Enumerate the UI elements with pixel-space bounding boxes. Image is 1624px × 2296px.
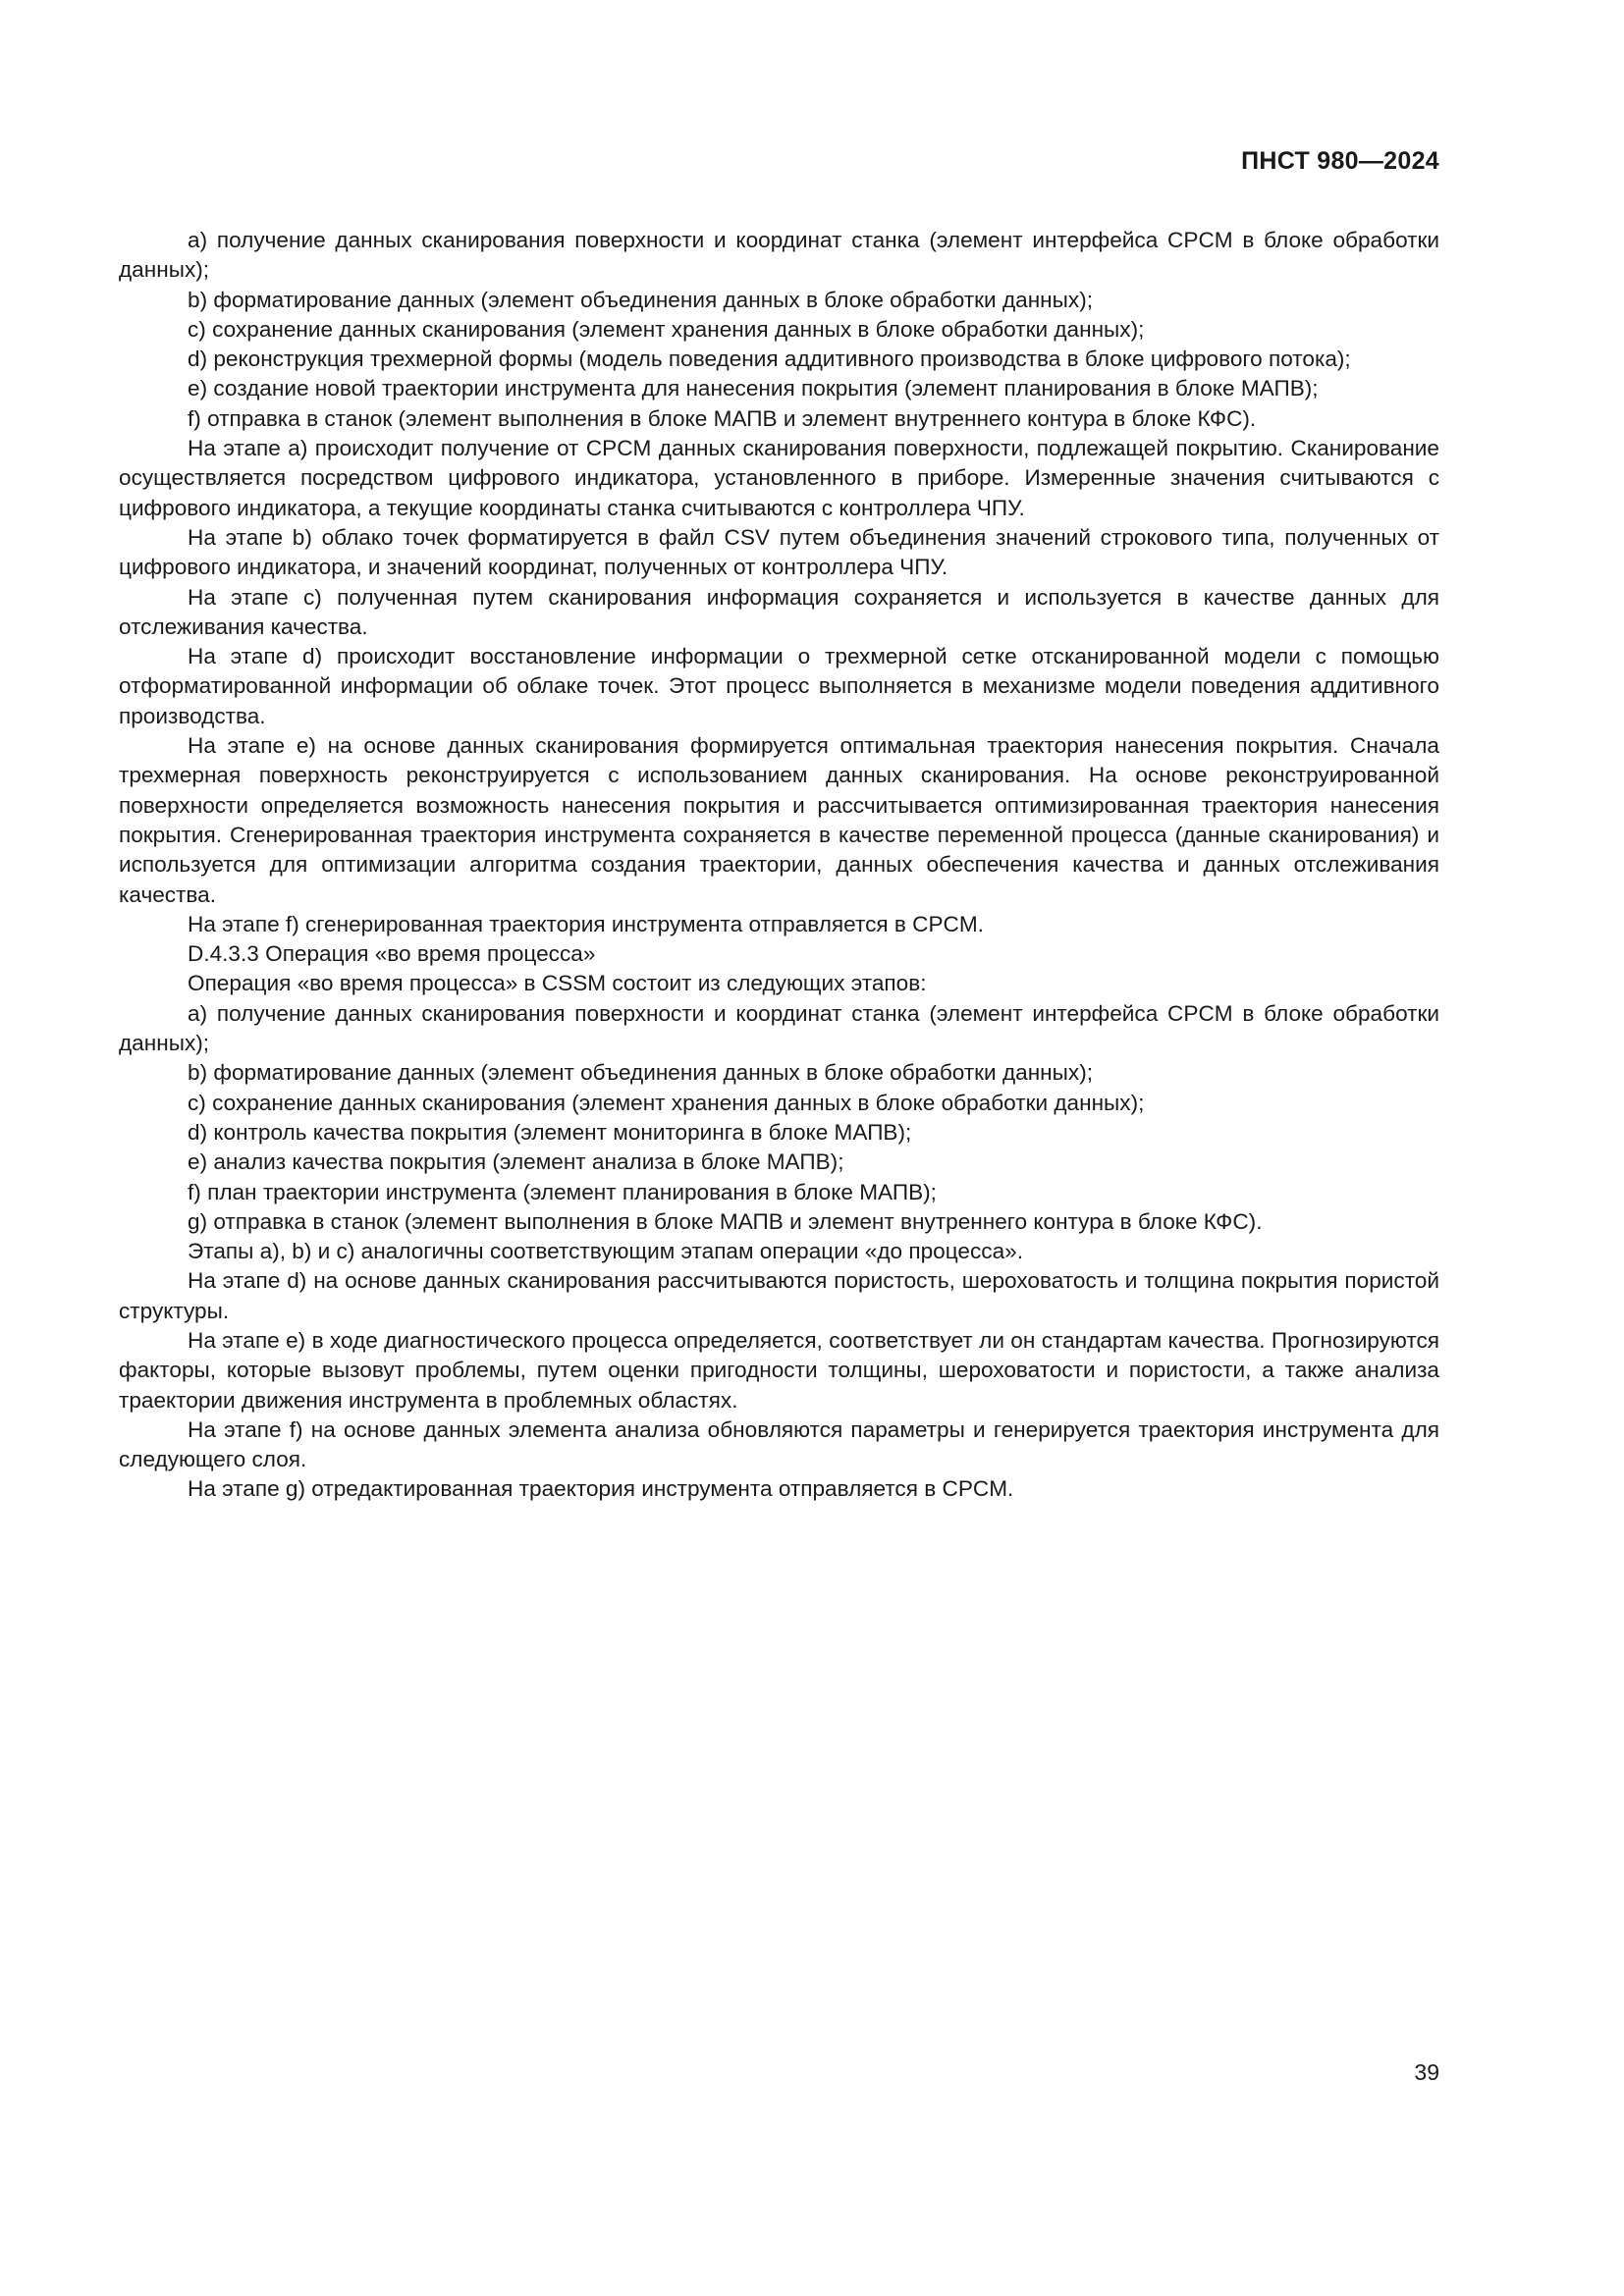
paragraph: f) отправка в станок (элемент выполнения в блоке МАПВ и элемент внутреннего контура в блоке КФС). [188, 405, 1257, 431]
paragraph: d) реконструкция трехмерной формы (модель поведения аддитивного производства в блоке цифрового потока); [188, 347, 1351, 372]
paragraph: e) создание новой траектории инструмента для нанесения покрытия (элемент планирования в блоке МАПВ); [188, 376, 1319, 401]
paragraph: На этапе e) на основе данных сканирования формируется оптимальная траектория нанесения покрытия. Сначала трехмерная поверхность реконструируется с использованием данных сканирования. На основе реконструированной поверхности определяется возможность нанесения покрытия и рассчитывается оптимизированная траектория нанесения покрытия. Сгенерированная траектория инструмента сохраняется в качестве переменной процесса (данные сканирования) и используется для оптимизации алгоритма создания траектории, данных обеспечения качества и данных отслеживания качества. [119, 733, 1439, 907]
paragraph: На этапе f) сгенерированная траектория инструмента отправляется в CPCM. [188, 911, 984, 936]
paragraph: e) анализ качества покрытия (элемент анализа в блоке МАПВ); [188, 1149, 844, 1175]
paragraph: a) получение данных сканирования поверхности и координат станка (элемент интерфейса CPCM в блоке обработки данных); [119, 228, 1439, 283]
paragraph: На этапе e) в ходе диагностического процесса определяется, соответствует ли он стандартам качества. Прогнозируются факторы, которые вызовут проблемы, путем оценки пригодности толщины, шероховатости и пористости, а также анализа траектории движения инструмента в проблемных областях. [119, 1327, 1439, 1413]
paragraph: На этапе c) полученная путем сканирования информация сохраняется и используется в качестве данных для отслеживания качества. [119, 584, 1439, 639]
paragraph: На этапе d) на основе данных сканирования рассчитываются пористость, шероховатость и толщина покрытия пористой структуры. [119, 1268, 1439, 1323]
section-heading: D.4.3.3 Операция «во время процесса» [188, 941, 596, 967]
paragraph: На этапе b) облако точек форматируется в файл CSV путем объединения значений строкового типа, полученных от цифрового индикатора, и значений координат, полученных от контроллера ЧПУ. [119, 524, 1439, 580]
paragraph: b) форматирование данных (элемент объединения данных в блоке обработки данных); [188, 1060, 1093, 1086]
paragraph: b) форматирование данных (элемент объединения данных в блоке обработки данных); [188, 287, 1093, 312]
paragraph: На этапе g) отредактированная траектория инструмента отправляется в CPCM. [188, 1476, 1014, 1502]
document-header: ПНСТ 980—2024 [1241, 147, 1439, 175]
paragraph: Операция «во время процесса» в CSSM состоит из следующих этапов: [188, 971, 927, 996]
page-number: 39 [1414, 2059, 1439, 2085]
paragraph: g) отправка в станок (элемент выполнения в блоке МАПВ и элемент внутреннего контура в блоке КФС). [188, 1208, 1263, 1234]
paragraph: c) сохранение данных сканирования (элемент хранения данных в блоке обработки данных); [188, 316, 1145, 342]
paragraph: Этапы a), b) и c) аналогичны соответствующим этапам операции «до процесса». [188, 1239, 1023, 1264]
paragraph: f) план траектории инструмента (элемент планирования в блоке МАПВ); [188, 1179, 937, 1204]
paragraph: На этапе d) происходит восстановление информации о трехмерной сетке отсканированной модели с помощью отформатированной информации об облаке точек. Этот процесс выполняется в механизме модели поведения аддитивного производства. [119, 644, 1439, 728]
paragraph: d) контроль качества покрытия (элемент мониторинга в блоке МАПВ); [188, 1119, 912, 1145]
paragraph: На этапе f) на основе данных элемента анализа обновляются параметры и генерируется траектория инструмента для следующего слоя. [119, 1416, 1439, 1472]
paragraph: На этапе a) происходит получение от CPCM данных сканирования поверхности, подлежащей покрытию. Сканирование осуществляется посредством цифрового индикатора, установленного в приборе. Измеренные значения считываются с цифрового индикатора, а текущие координаты станка считываются с контроллера ЧПУ. [119, 436, 1439, 520]
paragraph: c) сохранение данных сканирования (элемент хранения данных в блоке обработки данных); [188, 1090, 1145, 1115]
document-body [119, 226, 1439, 1505]
paragraph: a) получение данных сканирования поверхности и координат станка (элемент интерфейса CPCM в блоке обработки данных); [119, 1000, 1439, 1056]
